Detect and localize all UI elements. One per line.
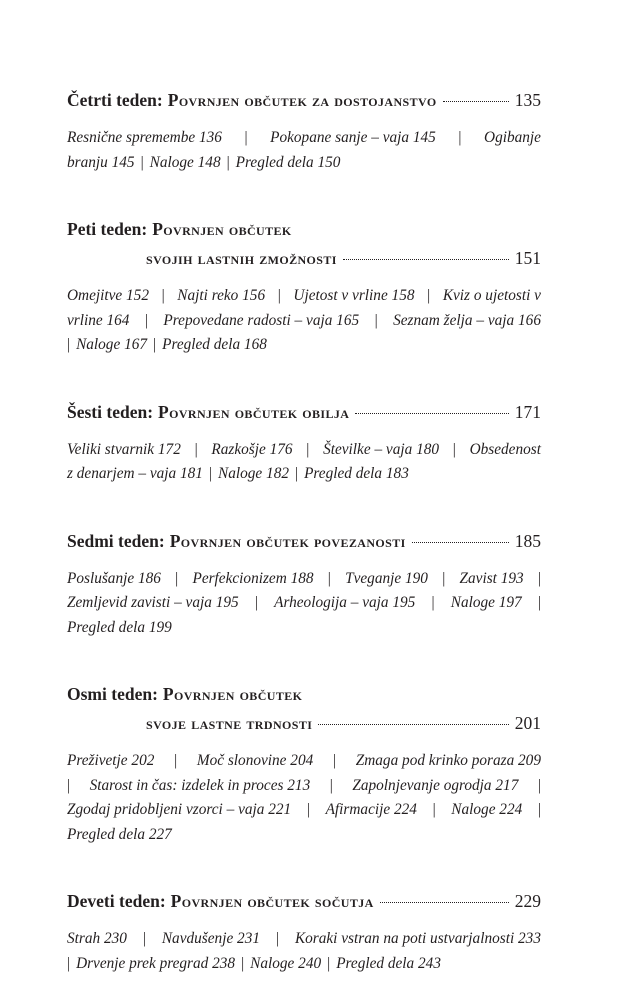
chapter-page-number: 135	[514, 90, 541, 110]
chapter-title: Povrnjen občutek	[152, 219, 292, 239]
chapter-page-number: 229	[514, 891, 541, 911]
section-line	[67, 952, 541, 977]
separator-bar: |	[254, 594, 258, 611]
chapter-page-number: 185	[514, 530, 541, 551]
toc-chapter	[67, 88, 541, 175]
section-entry: Pokopane sanje – vaja 145	[270, 129, 436, 146]
section-entry: Koraki vstran na poti ustvarjalnosti 233	[294, 930, 541, 947]
separator-bar: |	[432, 801, 436, 818]
separator-bar: |	[374, 311, 378, 329]
section-entry: Ujetost v vrline 158	[293, 287, 415, 304]
section-line	[67, 823, 541, 848]
chapter-heading	[67, 88, 541, 112]
section-entry: Pregled dela 243	[336, 954, 441, 972]
separator-bar: |	[427, 287, 431, 304]
section-line	[67, 774, 541, 799]
chapter-heading	[67, 246, 541, 270]
toc-chapter	[67, 217, 541, 358]
section-entry: Omejitve 152	[67, 287, 149, 304]
separator-bar: |	[241, 954, 245, 972]
chapter-week-label: Šesti teden:	[67, 401, 154, 422]
separator-bar: |	[452, 440, 456, 458]
separator-bar: |	[194, 440, 198, 458]
section-entry: Starost in čas: izdelek in proces 213	[89, 776, 311, 794]
section-entry: Preživetje 202	[67, 752, 155, 769]
chapter-title: Povrnjen občutek obilja	[158, 401, 350, 422]
chapter-title: Povrnjen občutek za dostojanstvo	[167, 90, 437, 110]
section-entry: Veliki stvarnik 172	[67, 440, 181, 458]
section-line	[67, 567, 541, 592]
separator-bar: |	[208, 465, 213, 482]
chapter-week-label: Peti teden:	[67, 219, 148, 239]
section-entry: Navdušenje 231	[161, 930, 260, 947]
chapter-heading	[67, 217, 541, 241]
section-entry: Afirmacije 224	[325, 801, 417, 818]
section-line	[67, 591, 541, 616]
chapter-week-label: Sedmi teden:	[67, 530, 165, 551]
chapter-sections	[67, 749, 541, 847]
section-entry: Naloge 182	[218, 465, 289, 482]
section-entry: Naloge 148	[149, 153, 221, 171]
chapter-title: Povrnjen občutek	[162, 684, 303, 704]
separator-bar: |	[327, 954, 331, 972]
separator-bar: |	[67, 336, 71, 353]
section-line	[67, 333, 541, 358]
toc-chapter	[67, 889, 541, 976]
dot-leader	[412, 542, 509, 543]
section-entry: Naloge 224	[451, 801, 523, 818]
section-entry: Tveganje 190	[345, 569, 428, 587]
dot-leader	[355, 413, 508, 414]
section-entry: branju 145	[67, 153, 135, 171]
section-entry: Pregled dela 168	[162, 336, 267, 353]
section-entry: Prepovedane radosti – vaja 165	[163, 311, 360, 329]
section-entry: Zmaga pod krinko poraza 209	[355, 752, 541, 769]
section-entry: Arheologija – vaja 195	[274, 594, 416, 611]
separator-bar: |	[458, 129, 462, 146]
section-line	[67, 284, 541, 309]
section-entry: z denarjem – vaja 181	[67, 465, 203, 482]
separator-bar: |	[306, 801, 310, 818]
section-entry: Kviz o ujetosti v	[442, 287, 541, 304]
separator-bar: |	[537, 569, 541, 587]
section-entry: Zemljevid zavisti – vaja 195	[67, 594, 239, 611]
section-line	[67, 126, 541, 151]
section-entry: Drvenje prek pregrad 238	[76, 954, 236, 972]
section-entry: Številke – vaja 180	[323, 440, 440, 458]
separator-bar: |	[244, 129, 248, 146]
section-entry: Naloge 197	[450, 594, 522, 611]
chapter-sections	[67, 567, 541, 641]
separator-bar: |	[295, 465, 299, 482]
separator-bar: |	[153, 336, 157, 353]
separator-bar: |	[329, 776, 333, 794]
toc-chapter	[67, 400, 541, 487]
chapter-page-number: 171	[514, 401, 541, 422]
separator-bar: |	[537, 776, 541, 794]
section-entry: vrline 164	[67, 311, 130, 329]
separator-bar: |	[175, 569, 179, 587]
dot-leader	[318, 724, 508, 725]
section-entry: Pregled dela 227	[67, 825, 172, 843]
separator-bar: |	[161, 287, 165, 304]
section-entry: Najti reko 156	[177, 287, 266, 304]
separator-bar: |	[431, 594, 435, 611]
chapter-page-number: 201	[514, 713, 541, 733]
dot-leader	[343, 259, 509, 260]
section-entry: Zgodaj pridobljeni vzorci – vaja 221	[67, 801, 292, 818]
separator-bar: |	[67, 954, 71, 972]
separator-bar: |	[327, 569, 331, 587]
separator-bar: |	[226, 153, 230, 171]
chapter-heading	[67, 529, 541, 553]
section-entry: Moč slonovine 204	[196, 752, 314, 769]
section-entry: Pregled dela 199	[67, 618, 172, 636]
section-line	[67, 749, 541, 774]
table-of-contents	[67, 88, 541, 976]
toc-chapter	[67, 682, 541, 847]
toc-chapter	[67, 529, 541, 641]
chapter-week-label: Osmi teden:	[67, 684, 158, 704]
section-entry: Poslušanje 186	[67, 569, 161, 587]
separator-bar: |	[537, 594, 541, 611]
section-entry: Ogibanje	[484, 129, 541, 146]
chapter-week-label: Deveti teden:	[67, 891, 166, 911]
section-line	[67, 616, 541, 641]
chapter-heading	[67, 682, 541, 706]
separator-bar: |	[306, 440, 310, 458]
section-entry: Zavist 193	[459, 569, 524, 587]
chapter-heading	[67, 711, 541, 735]
section-line	[67, 462, 541, 487]
section-entry: Zapolnjevanje ogrodja 217	[352, 776, 519, 794]
chapter-title: svojih lastnih zmožnosti	[146, 248, 337, 268]
chapter-week-label: Četrti teden:	[67, 90, 163, 110]
separator-bar: |	[67, 776, 71, 794]
section-line	[67, 438, 541, 463]
separator-bar: |	[537, 801, 541, 818]
section-entry: Resnične spremembe 136	[67, 129, 222, 146]
section-entry: Perfekcionizem 188	[192, 569, 314, 587]
chapter-title: Povrnjen občutek povezanosti	[169, 530, 406, 551]
chapter-title: svoje lastne trdnosti	[146, 713, 313, 733]
section-entry: Naloge 167	[76, 336, 148, 353]
section-entry: Pregled dela 150	[235, 153, 341, 171]
section-line	[67, 798, 541, 823]
section-entry: Razkošje 176	[211, 440, 293, 458]
separator-bar: |	[144, 311, 148, 329]
chapter-title: Povrnjen občutek sočutja	[170, 891, 374, 911]
separator-bar: |	[277, 287, 281, 304]
separator-bar: |	[140, 153, 144, 171]
section-entry: Seznam želja – vaja 166	[393, 311, 541, 329]
section-entry: Obsedenost	[469, 440, 541, 458]
dot-leader	[380, 902, 509, 903]
chapter-sections	[67, 438, 541, 487]
section-entry: Naloge 240	[250, 954, 322, 972]
dot-leader	[443, 101, 509, 102]
separator-bar: |	[275, 930, 279, 947]
section-line	[67, 309, 541, 334]
chapter-sections	[67, 284, 541, 358]
chapter-heading	[67, 889, 541, 913]
chapter-sections	[67, 927, 541, 976]
section-line	[67, 927, 541, 952]
section-line	[67, 151, 541, 176]
section-entry: Pregled dela 183	[304, 465, 409, 482]
separator-bar: |	[142, 930, 146, 947]
chapter-page-number: 151	[514, 248, 541, 268]
separator-bar: |	[174, 752, 178, 769]
chapter-heading	[67, 400, 541, 424]
separator-bar: |	[332, 752, 337, 769]
section-entry: Strah 230	[67, 930, 127, 947]
chapter-sections	[67, 126, 541, 175]
separator-bar: |	[442, 569, 446, 587]
